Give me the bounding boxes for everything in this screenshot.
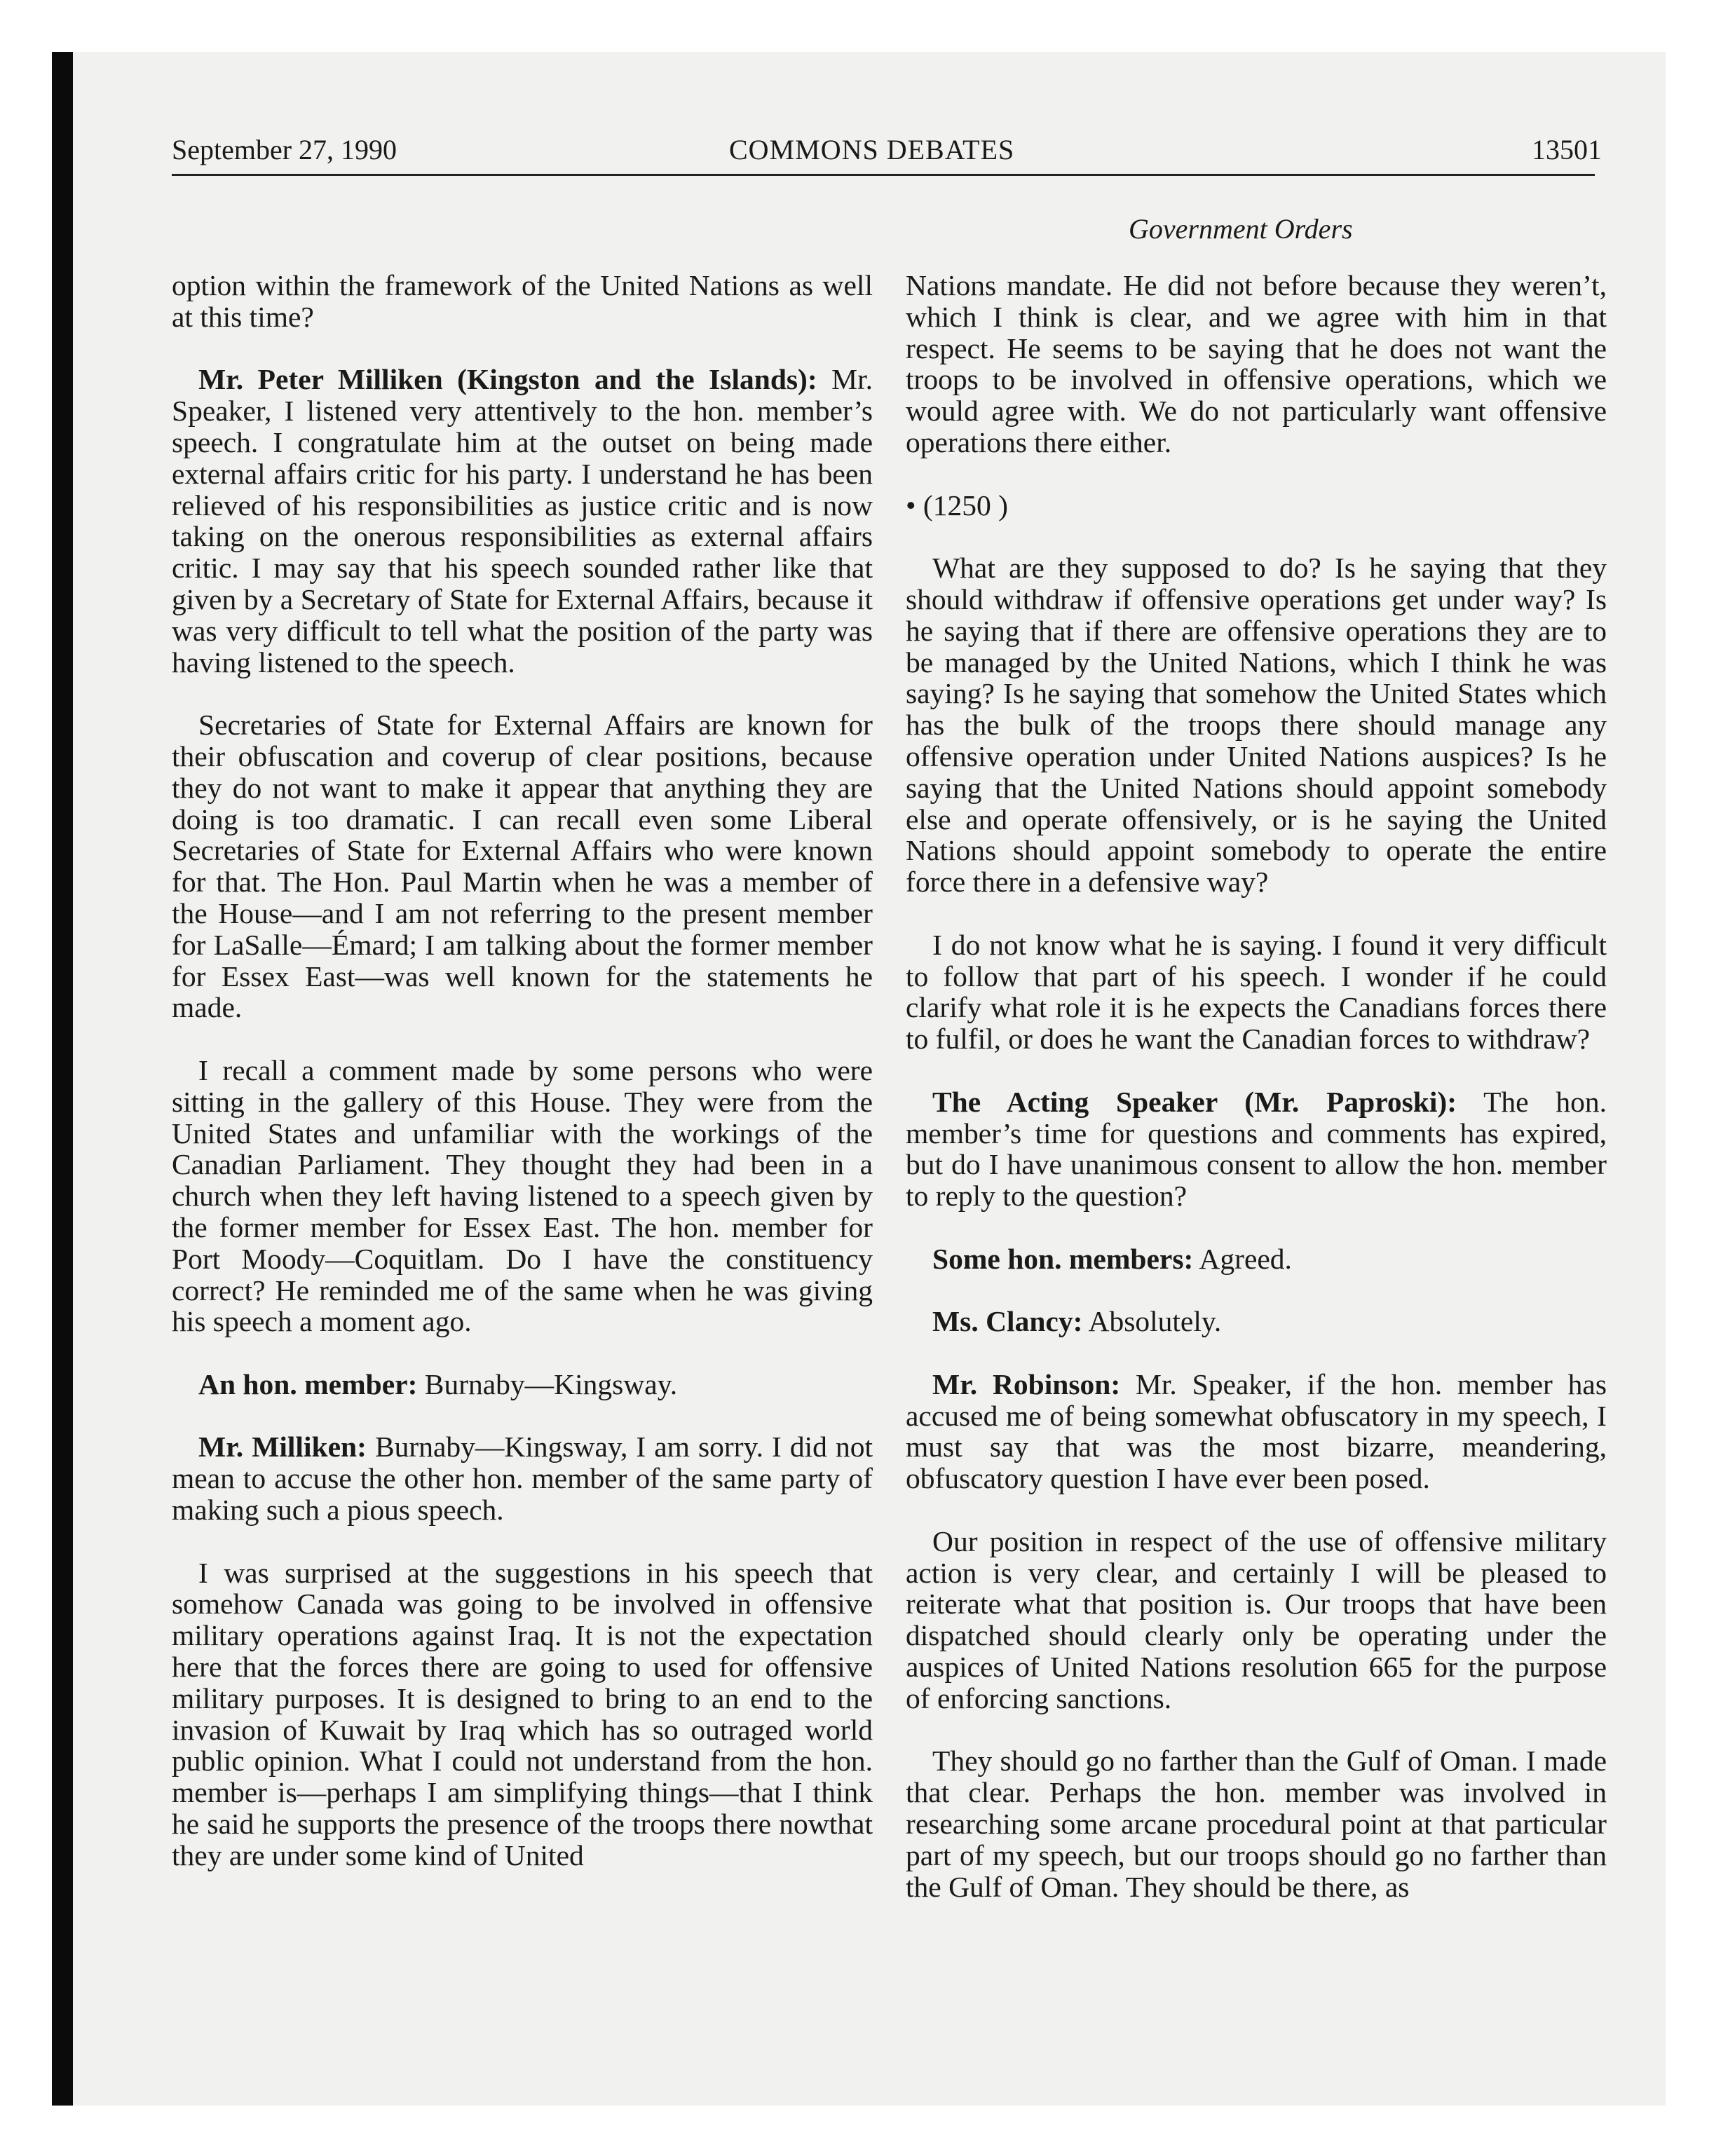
paragraph — [172, 1055, 873, 1337]
speaker-name: An hon. member: — [198, 1367, 418, 1400]
paragraph-text: I was surprised at the suggestions in his speech that somehow Canada was going to be involved in offensive military operations against Iraq. It is not the expectation here that the forces there are going to used for offensive military purposes. It is designed to bring to an end to the invasion of Kuwait by Iraq which has so outraged world public opinion. What I could not understand from the hon. member is—perhaps I am simplifying things—that I think he said he supports the presence of the troops there nowthat they are under some kind of United — [172, 1556, 873, 1871]
section-label: Government Orders — [1129, 213, 1353, 245]
speaker-name: Mr. Milliken: — [198, 1431, 367, 1464]
paragraph — [906, 929, 1607, 1055]
paragraph — [906, 270, 1607, 458]
paragraph-text: option within the framework of the United Nations as well at this time? — [172, 269, 873, 333]
paragraph-text: Secretaries of State for External Affairs are known for their obfuscation and coverup of clear positions, because they do not want to make it appear that anything they are doing is too dramatic. I can recall even some Liberal Secretaries of State for External Affairs who were known for that. The Hon. Paul Martin when he was a member of the House—and I am not referring to the present member for LaSalle—Émard; I am talking about the former member for Essex East—was well known for the statements he made. — [172, 709, 873, 1024]
paragraph-text: What are they supposed to do? Is he saying that they should withdraw if offensive operations get under way? Is he saying that if there are offensive operations they are to be managed by the United Nations, which I think he was saying? Is he saying that somehow the United States which has the bulk of the troops there should manage any offensive operation under United Nations auspices? Is he saying that the United Nations should appoint somebody else and operate offensively, or is he saying the United Nations should appoint somebody to operate the entire force there in a defensive way? — [906, 552, 1607, 899]
speaker-name: Ms. Clancy: — [932, 1305, 1083, 1338]
paragraph-text: Burnaby—Kingsway, I am sorry. I did not mean to accuse the other hon. member of the same party of making such a pious speech. — [172, 1431, 873, 1527]
paragraph-text: Agreed. — [1193, 1242, 1292, 1275]
paragraph-text: They should go no farther than the Gulf of Oman. I made that clear. Perhaps the hon. member was involved in researching some arcane procedural point at that particular part of my speech, but our troops should go no farther than the Gulf of Oman. They should be there, as — [906, 1745, 1607, 1903]
paragraph-text: Our position in respect of the use of offensive military action is very clear, and certainly I will be pleased to reiterate what that position is. Our troops that have been dispatched should clearly only be operating under the auspices of United Nations resolution 665 for the purpose of enforcing sanctions. — [906, 1524, 1607, 1714]
paragraph — [172, 270, 873, 333]
paragraph — [906, 1306, 1607, 1337]
paragraph-text: Mr. Speaker, I listened very attentively to the hon. member’s speech. I congratulate him at the outset on being made external affairs critic for his party. I understand he has been relieved of his responsibilities as justice critic and is now taking on the onerous responsibilities as external affairs critic. I may say that his speech sounded rather like that given by a Secretary of State for External Affairs, because it was very difficult to tell what the position of the party was having listened to the speech. — [172, 363, 873, 678]
scan-edge-shadow — [52, 52, 73, 2106]
speaker-name: Mr. Peter Milliken (Kingston and the Islands): — [198, 363, 817, 396]
time-stamp: • (1250 ) — [906, 489, 1008, 521]
right-column — [906, 270, 1607, 1934]
left-column — [172, 270, 873, 1902]
paragraph — [906, 552, 1607, 898]
paragraph-text: Mr. Speaker, if the hon. member has accused me of being somewhat obfuscatory in my speech, I must say that was the most bizarre, meandering, obfuscatory question I have ever been posed. — [906, 1367, 1607, 1495]
paragraph-text: I recall a comment made by some persons who were sitting in the gallery of this House. They were from the United States and unfamiliar with the workings of the Canadian Parliament. They thought they had been in a church when they left having listened to a speech given by the former member for Essex East. The hon. member for Port Moody—Coquitlam. Do I have the constituency correct? He reminded me of the same when he was giving his speech a moment ago. — [172, 1053, 873, 1338]
paragraph — [172, 1369, 873, 1400]
speaker-name: Mr. Robinson: — [932, 1367, 1121, 1400]
paragraph — [906, 1745, 1607, 1902]
paragraph — [172, 1431, 873, 1525]
paragraph — [906, 1526, 1607, 1714]
header-title: COMMONS DEBATES — [729, 134, 1015, 165]
header-page-number: 13501 — [1532, 134, 1602, 165]
paragraph — [906, 1086, 1607, 1212]
paragraph-text: The hon. member’s time for questions and comments has expired, but do I have unanimous consent to allow the hon. member to reply to the question? — [906, 1085, 1607, 1213]
paragraph-text: Nations mandate. He did not before because they weren’t, which I think is clear, and we agree with him in that respect. He seems to be saying that he does not want the troops to be involved in offensive operations, which we would agree with. We do not particularly want offensive operations there either. — [906, 269, 1607, 458]
paragraph-text: I do not know what he is saying. I found it very difficult to follow that part of his speech. I wonder if he could clarify what role it is he expects the Canadians forces there to fulfil, or does he want the Canadian forces to withdraw? — [906, 928, 1607, 1056]
header-date: September 27, 1990 — [172, 134, 397, 165]
paragraph — [906, 1243, 1607, 1275]
header-rule — [172, 174, 1595, 176]
paragraph — [172, 709, 873, 1023]
paragraph — [172, 1557, 873, 1871]
paragraph-text: Absolutely. — [1082, 1305, 1222, 1338]
speaker-name: The Acting Speaker (Mr. Paproski): — [932, 1085, 1457, 1118]
paragraph — [906, 1369, 1607, 1494]
speaker-name: Some hon. members: — [932, 1242, 1194, 1275]
paragraph — [172, 364, 873, 678]
paragraph-text: Burnaby—Kingsway. — [417, 1367, 678, 1400]
